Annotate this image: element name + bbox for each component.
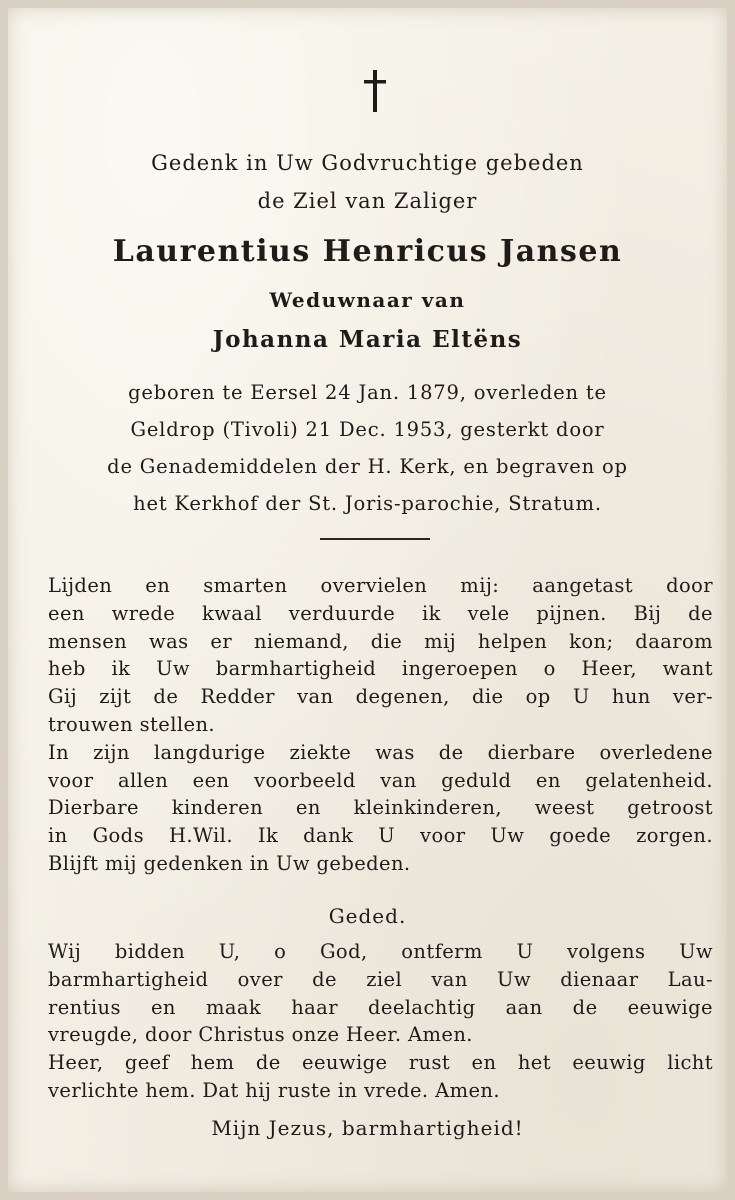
prayer-line: barmhartigheid over de ziel van Uw dienaar Lau- <box>48 967 713 991</box>
relation-label: Weduwnaar van <box>269 288 466 312</box>
meditation-line: Dierbare kinderen en kleinkinderen, weest getroost <box>48 796 713 820</box>
meditation-line: een wrede kwaal verduurde ik vele pijnen. Bij de <box>48 601 713 625</box>
biography-line: Geldrop (Tivoli) 21 Dec. 1953, gesterkt door <box>130 418 605 441</box>
prayer-line: Heer, geef hem de eeuwige rust en het eeuwig licht <box>48 1051 713 1075</box>
closing-invocation: Mijn Jezus, barmhartigheid! <box>211 1116 524 1140</box>
prayer-line: vreugde, door Christus onze Heer. Amen. <box>48 1023 473 1047</box>
prayer-line: verlichte hem. Dat hij ruste in vrede. Amen. <box>48 1078 500 1102</box>
meditation-line: mensen was er niemand, die mij helpen kon; daarom <box>48 629 713 653</box>
cross-icon <box>360 68 390 114</box>
intro-line-1: Gedenk in Uw Godvruchtige gebeden <box>151 151 584 175</box>
meditation-line: heb ik Uw barmhartigheid ingeroepen o Heer, want <box>48 657 713 681</box>
intro-line-2: de Ziel van Zaliger <box>257 189 478 213</box>
deceased-name: Laurentius Henricus Jansen <box>112 234 623 269</box>
biography-line: geboren te Eersel 24 Jan. 1879, overleden te <box>128 381 607 404</box>
biography-line: de Genademiddelen der H. Kerk, en begraven op <box>107 455 628 478</box>
biography-line: het Kerkhof der St. Joris-parochie, Stratum. <box>133 492 602 515</box>
memorial-card <box>8 8 727 1192</box>
meditation-line: Gij zijt de Redder van degenen, die op U hun ver- <box>48 685 713 709</box>
spouse-name: Johanna Maria Eltëns <box>212 326 523 353</box>
prayer-heading: Geded. <box>328 904 407 928</box>
prayer-line: rentius en maak haar deelachtig aan de eeuwige <box>48 995 713 1019</box>
meditation-text <box>48 572 713 878</box>
prayer-line: Wij bidden U, o God, ontferm U volgens Uw <box>48 940 713 963</box>
meditation-line: Lijden en smarten overvielen mij: aangetast door <box>48 574 713 597</box>
divider <box>320 538 430 540</box>
meditation-line: In zijn langdurige ziekte was de dierbare overledene <box>48 740 713 764</box>
meditation-line: in Gods H.Wil. Ik dank U voor Uw goede zorgen. <box>48 824 713 848</box>
meditation-line: trouwen stellen. <box>48 712 215 736</box>
meditation-line: Blijft mij gedenken in Uw gebeden. <box>48 851 411 875</box>
prayer-text <box>48 938 713 1105</box>
meditation-line: voor allen een voorbeeld van geduld en gelatenheid. <box>48 768 713 792</box>
